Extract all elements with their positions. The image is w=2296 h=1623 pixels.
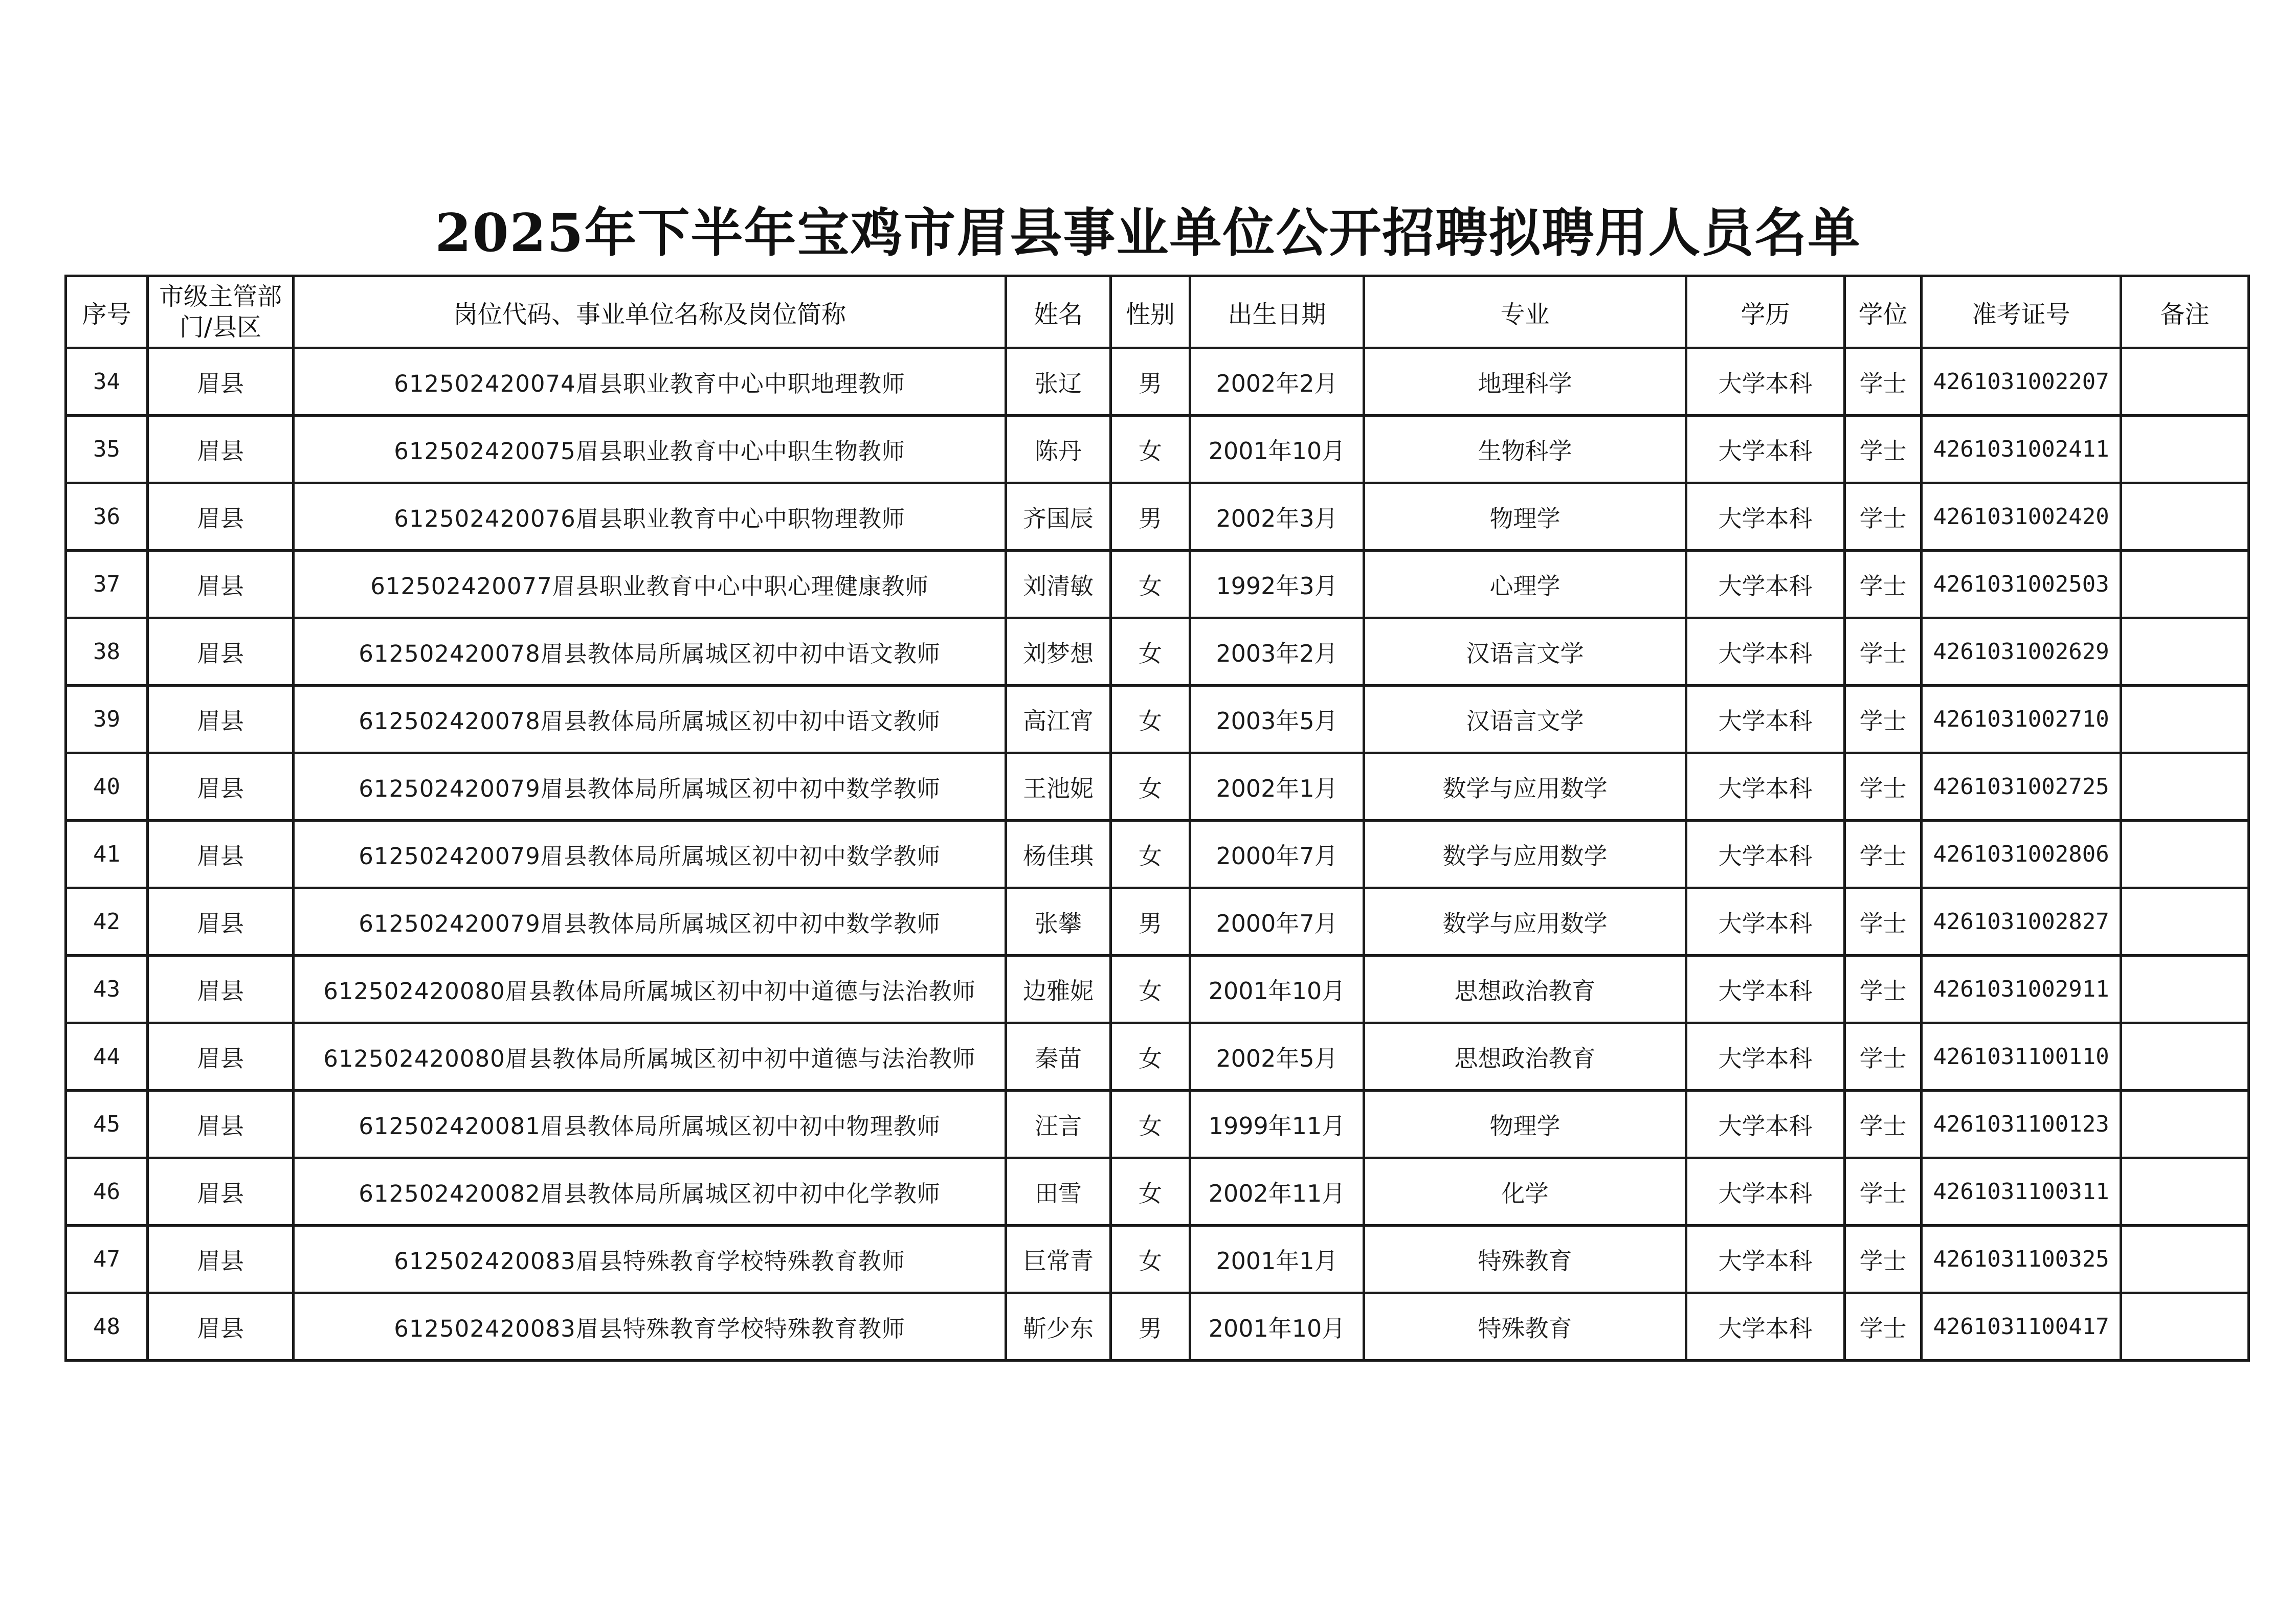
cell-education: 大学本科 xyxy=(1686,1023,1845,1091)
cell-exam-no: 4261031002207 xyxy=(1922,348,2121,416)
header-degree: 学位 xyxy=(1845,276,1922,348)
cell-gender: 女 xyxy=(1111,686,1190,753)
cell-name: 高江宵 xyxy=(1006,686,1111,753)
cell-exam-no: 4261031002725 xyxy=(1922,753,2121,821)
cell-education: 大学本科 xyxy=(1686,1226,1845,1293)
cell-exam-no: 4261031100123 xyxy=(1922,1091,2121,1158)
cell-exam-no: 4261031002806 xyxy=(1922,821,2121,888)
cell-birth: 2003年2月 xyxy=(1190,618,1364,686)
cell-remark xyxy=(2121,416,2249,483)
cell-exam-no: 4261031002710 xyxy=(1922,686,2121,753)
header-post: 岗位代码、事业单位名称及岗位简称 xyxy=(294,276,1006,348)
cell-seq: 44 xyxy=(66,1023,148,1091)
header-major: 专业 xyxy=(1364,276,1686,348)
cell-exam-no: 4261031100311 xyxy=(1922,1158,2121,1226)
cell-birth: 2000年7月 xyxy=(1190,888,1364,956)
cell-post: 612502420074眉县职业教育中心中职地理教师 xyxy=(294,348,1006,416)
cell-seq: 47 xyxy=(66,1226,148,1293)
table-row xyxy=(66,1158,2249,1226)
cell-exam-no: 4261031002911 xyxy=(1922,956,2121,1023)
cell-seq: 35 xyxy=(66,416,148,483)
cell-dept: 眉县 xyxy=(148,821,294,888)
cell-gender: 男 xyxy=(1111,348,1190,416)
cell-gender: 女 xyxy=(1111,1158,1190,1226)
cell-remark xyxy=(2121,1091,2249,1158)
cell-education: 大学本科 xyxy=(1686,1091,1845,1158)
cell-name: 陈丹 xyxy=(1006,416,1111,483)
cell-birth: 2001年10月 xyxy=(1190,956,1364,1023)
cell-dept: 眉县 xyxy=(148,1023,294,1091)
cell-remark xyxy=(2121,618,2249,686)
cell-name: 刘梦想 xyxy=(1006,618,1111,686)
cell-seq: 41 xyxy=(66,821,148,888)
cell-birth: 2002年5月 xyxy=(1190,1023,1364,1091)
cell-post: 612502420078眉县教体局所属城区初中初中语文教师 xyxy=(294,686,1006,753)
cell-major: 数学与应用数学 xyxy=(1364,821,1686,888)
table-row xyxy=(66,1023,2249,1091)
cell-education: 大学本科 xyxy=(1686,416,1845,483)
cell-major: 特殊教育 xyxy=(1364,1226,1686,1293)
cell-dept: 眉县 xyxy=(148,1158,294,1226)
table-body xyxy=(66,348,2249,1361)
cell-dept: 眉县 xyxy=(148,888,294,956)
cell-remark xyxy=(2121,1226,2249,1293)
cell-major: 特殊教育 xyxy=(1364,1293,1686,1361)
cell-post: 612502420083眉县特殊教育学校特殊教育教师 xyxy=(294,1293,1006,1361)
cell-remark xyxy=(2121,1293,2249,1361)
cell-gender: 女 xyxy=(1111,618,1190,686)
table-row xyxy=(66,483,2249,551)
cell-dept: 眉县 xyxy=(148,1293,294,1361)
header-remark: 备注 xyxy=(2121,276,2249,348)
roster-table xyxy=(64,275,2250,1362)
cell-degree: 学士 xyxy=(1845,483,1922,551)
cell-exam-no: 4261031002503 xyxy=(1922,551,2121,618)
cell-degree: 学士 xyxy=(1845,1293,1922,1361)
table-header-row xyxy=(66,276,2249,348)
cell-name: 王池妮 xyxy=(1006,753,1111,821)
cell-birth: 2002年11月 xyxy=(1190,1158,1364,1226)
cell-education: 大学本科 xyxy=(1686,686,1845,753)
cell-name: 齐国辰 xyxy=(1006,483,1111,551)
cell-name: 刘清敏 xyxy=(1006,551,1111,618)
cell-education: 大学本科 xyxy=(1686,348,1845,416)
cell-education: 大学本科 xyxy=(1686,1293,1845,1361)
cell-seq: 39 xyxy=(66,686,148,753)
cell-gender: 女 xyxy=(1111,956,1190,1023)
cell-degree: 学士 xyxy=(1845,888,1922,956)
cell-birth: 2002年1月 xyxy=(1190,753,1364,821)
cell-exam-no: 4261031002420 xyxy=(1922,483,2121,551)
cell-major: 生物科学 xyxy=(1364,416,1686,483)
cell-name: 巨常青 xyxy=(1006,1226,1111,1293)
header-dept: 市级主管部门/县区 xyxy=(148,276,294,348)
cell-remark xyxy=(2121,348,2249,416)
table-row xyxy=(66,956,2249,1023)
cell-name: 张辽 xyxy=(1006,348,1111,416)
cell-birth: 2000年7月 xyxy=(1190,821,1364,888)
cell-degree: 学士 xyxy=(1845,618,1922,686)
cell-name: 田雪 xyxy=(1006,1158,1111,1226)
cell-name: 秦苗 xyxy=(1006,1023,1111,1091)
cell-seq: 36 xyxy=(66,483,148,551)
cell-post: 612502420079眉县教体局所属城区初中初中数学教师 xyxy=(294,821,1006,888)
table-row xyxy=(66,618,2249,686)
cell-remark xyxy=(2121,1023,2249,1091)
cell-dept: 眉县 xyxy=(148,1091,294,1158)
cell-gender: 女 xyxy=(1111,1226,1190,1293)
header-birth: 出生日期 xyxy=(1190,276,1364,348)
cell-post: 612502420076眉县职业教育中心中职物理教师 xyxy=(294,483,1006,551)
cell-education: 大学本科 xyxy=(1686,551,1845,618)
cell-remark xyxy=(2121,483,2249,551)
cell-post: 612502420083眉县特殊教育学校特殊教育教师 xyxy=(294,1226,1006,1293)
cell-gender: 女 xyxy=(1111,1091,1190,1158)
cell-gender: 女 xyxy=(1111,821,1190,888)
cell-post: 612502420075眉县职业教育中心中职生物教师 xyxy=(294,416,1006,483)
page-title: 2025年下半年宝鸡市眉县事业单位公开招聘拟聘用人员名单 xyxy=(435,202,1861,264)
cell-post: 612502420078眉县教体局所属城区初中初中语文教师 xyxy=(294,618,1006,686)
cell-education: 大学本科 xyxy=(1686,956,1845,1023)
cell-dept: 眉县 xyxy=(148,483,294,551)
cell-gender: 女 xyxy=(1111,1023,1190,1091)
table-row xyxy=(66,416,2249,483)
cell-seq: 43 xyxy=(66,956,148,1023)
cell-dept: 眉县 xyxy=(148,753,294,821)
cell-birth: 2003年5月 xyxy=(1190,686,1364,753)
cell-post: 612502420082眉县教体局所属城区初中初中化学教师 xyxy=(294,1158,1006,1226)
cell-degree: 学士 xyxy=(1845,1023,1922,1091)
cell-exam-no: 4261031002411 xyxy=(1922,416,2121,483)
cell-dept: 眉县 xyxy=(148,551,294,618)
cell-degree: 学士 xyxy=(1845,551,1922,618)
table-row xyxy=(66,821,2249,888)
cell-education: 大学本科 xyxy=(1686,888,1845,956)
table-row xyxy=(66,1293,2249,1361)
cell-major: 地理科学 xyxy=(1364,348,1686,416)
header-gender: 性别 xyxy=(1111,276,1190,348)
header-education: 学历 xyxy=(1686,276,1845,348)
cell-gender: 男 xyxy=(1111,483,1190,551)
cell-education: 大学本科 xyxy=(1686,618,1845,686)
cell-gender: 女 xyxy=(1111,753,1190,821)
table-row xyxy=(66,1226,2249,1293)
cell-degree: 学士 xyxy=(1845,1091,1922,1158)
cell-gender: 女 xyxy=(1111,551,1190,618)
cell-remark xyxy=(2121,551,2249,618)
cell-name: 杨佳琪 xyxy=(1006,821,1111,888)
cell-major: 思想政治教育 xyxy=(1364,956,1686,1023)
table-row xyxy=(66,888,2249,956)
cell-major: 物理学 xyxy=(1364,483,1686,551)
cell-seq: 37 xyxy=(66,551,148,618)
cell-degree: 学士 xyxy=(1845,348,1922,416)
table-row xyxy=(66,551,2249,618)
cell-post: 612502420080眉县教体局所属城区初中初中道德与法治教师 xyxy=(294,956,1006,1023)
cell-remark xyxy=(2121,821,2249,888)
cell-seq: 46 xyxy=(66,1158,148,1226)
table-row xyxy=(66,686,2249,753)
cell-education: 大学本科 xyxy=(1686,483,1845,551)
cell-birth: 2002年3月 xyxy=(1190,483,1364,551)
cell-dept: 眉县 xyxy=(148,416,294,483)
cell-major: 汉语言文学 xyxy=(1364,686,1686,753)
cell-education: 大学本科 xyxy=(1686,753,1845,821)
cell-dept: 眉县 xyxy=(148,686,294,753)
cell-exam-no: 4261031100417 xyxy=(1922,1293,2121,1361)
cell-major: 思想政治教育 xyxy=(1364,1023,1686,1091)
cell-education: 大学本科 xyxy=(1686,821,1845,888)
cell-education: 大学本科 xyxy=(1686,1158,1845,1226)
cell-birth: 1992年3月 xyxy=(1190,551,1364,618)
cell-birth: 2001年10月 xyxy=(1190,1293,1364,1361)
header-name: 姓名 xyxy=(1006,276,1111,348)
cell-name: 靳少东 xyxy=(1006,1293,1111,1361)
cell-major: 汉语言文学 xyxy=(1364,618,1686,686)
cell-exam-no: 4261031002827 xyxy=(1922,888,2121,956)
cell-seq: 42 xyxy=(66,888,148,956)
cell-birth: 2001年1月 xyxy=(1190,1226,1364,1293)
cell-degree: 学士 xyxy=(1845,1158,1922,1226)
cell-major: 心理学 xyxy=(1364,551,1686,618)
cell-degree: 学士 xyxy=(1845,1226,1922,1293)
cell-degree: 学士 xyxy=(1845,821,1922,888)
cell-exam-no: 4261031100110 xyxy=(1922,1023,2121,1091)
cell-post: 612502420077眉县职业教育中心中职心理健康教师 xyxy=(294,551,1006,618)
cell-birth: 1999年11月 xyxy=(1190,1091,1364,1158)
cell-exam-no: 4261031002629 xyxy=(1922,618,2121,686)
cell-dept: 眉县 xyxy=(148,1226,294,1293)
cell-degree: 学士 xyxy=(1845,416,1922,483)
cell-dept: 眉县 xyxy=(148,348,294,416)
table-row xyxy=(66,753,2249,821)
cell-degree: 学士 xyxy=(1845,753,1922,821)
cell-post: 612502420080眉县教体局所属城区初中初中道德与法治教师 xyxy=(294,1023,1006,1091)
cell-major: 物理学 xyxy=(1364,1091,1686,1158)
cell-seq: 34 xyxy=(66,348,148,416)
cell-remark xyxy=(2121,888,2249,956)
table-row xyxy=(66,348,2249,416)
cell-post: 612502420079眉县教体局所属城区初中初中数学教师 xyxy=(294,753,1006,821)
cell-remark xyxy=(2121,1158,2249,1226)
cell-gender: 女 xyxy=(1111,416,1190,483)
cell-seq: 38 xyxy=(66,618,148,686)
cell-dept: 眉县 xyxy=(148,618,294,686)
cell-name: 张攀 xyxy=(1006,888,1111,956)
cell-major: 数学与应用数学 xyxy=(1364,753,1686,821)
cell-major: 化学 xyxy=(1364,1158,1686,1226)
cell-degree: 学士 xyxy=(1845,956,1922,1023)
cell-remark xyxy=(2121,686,2249,753)
cell-birth: 2002年2月 xyxy=(1190,348,1364,416)
cell-remark xyxy=(2121,956,2249,1023)
cell-post: 612502420079眉县教体局所属城区初中初中数学教师 xyxy=(294,888,1006,956)
cell-remark xyxy=(2121,753,2249,821)
header-seq: 序号 xyxy=(66,276,148,348)
cell-seq: 40 xyxy=(66,753,148,821)
cell-birth: 2001年10月 xyxy=(1190,416,1364,483)
cell-seq: 45 xyxy=(66,1091,148,1158)
header-exam-no: 准考证号 xyxy=(1922,276,2121,348)
cell-seq: 48 xyxy=(66,1293,148,1361)
cell-gender: 男 xyxy=(1111,1293,1190,1361)
cell-gender: 男 xyxy=(1111,888,1190,956)
cell-exam-no: 4261031100325 xyxy=(1922,1226,2121,1293)
cell-degree: 学士 xyxy=(1845,686,1922,753)
cell-dept: 眉县 xyxy=(148,956,294,1023)
cell-name: 边雅妮 xyxy=(1006,956,1111,1023)
cell-name: 汪言 xyxy=(1006,1091,1111,1158)
cell-post: 612502420081眉县教体局所属城区初中初中物理教师 xyxy=(294,1091,1006,1158)
cell-major: 数学与应用数学 xyxy=(1364,888,1686,956)
table-row xyxy=(66,1091,2249,1158)
